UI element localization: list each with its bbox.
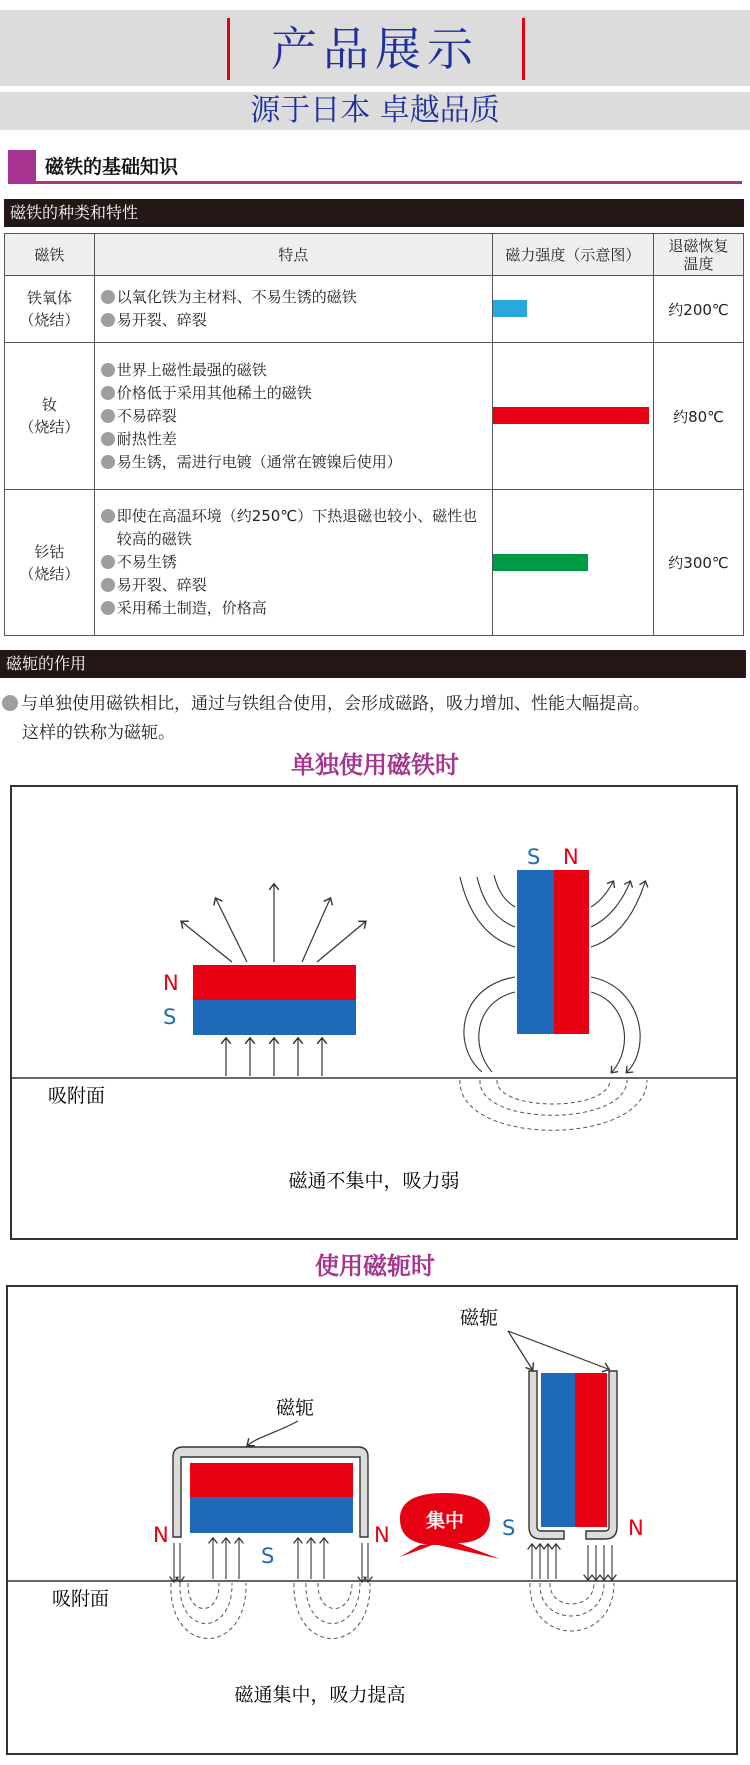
header-temp xyxy=(654,234,744,276)
diagram2-caption: 磁通集中，吸力提高 xyxy=(234,1684,406,1706)
yoke-label: 磁轭 xyxy=(460,1307,499,1329)
header-temp-text: 退磁恢复温度 xyxy=(668,236,729,273)
feature-item xyxy=(101,574,492,597)
bullet-icon xyxy=(101,578,115,592)
feature-text: 不易碎裂 xyxy=(116,406,177,425)
strength-cell xyxy=(492,343,653,490)
table-row xyxy=(5,276,744,343)
s-label: S xyxy=(261,1544,275,1568)
diagram1-caption: 磁通不集中，吸力弱 xyxy=(288,1170,460,1192)
sub-text: （烧结） xyxy=(19,418,80,436)
header-magnet: 磁铁 xyxy=(5,234,95,276)
feature-text: 以氧化铁为主材料、不易生锈的磁铁 xyxy=(116,288,357,306)
feature-text: 不易生锈 xyxy=(116,553,177,571)
intro-line-1 xyxy=(2,690,650,719)
header-feature: 特点 xyxy=(94,234,492,276)
flux-lines-dashed xyxy=(171,1583,370,1639)
diagram2-frame xyxy=(6,1285,738,1755)
feature-item xyxy=(101,551,492,574)
section-mark xyxy=(8,150,36,182)
s-label: S xyxy=(527,845,541,869)
feature-text: 采用稀土制造，价格高 xyxy=(116,599,267,617)
feature-item xyxy=(101,309,492,332)
temp-cell: 约200℃ xyxy=(654,276,744,343)
focus-bubble-tail xyxy=(400,1543,438,1557)
banner-subtitle: 源于日本 卓越品质 xyxy=(250,93,500,128)
feature-cell xyxy=(94,276,492,343)
feature-text: 易生锈，需进行电镀（通常在镀镍后使用） xyxy=(116,452,402,471)
feature-item xyxy=(101,405,492,428)
sub-text: （烧结） xyxy=(19,564,80,583)
section-title: 磁铁的基础知识 xyxy=(45,156,179,178)
flux-arrows-bottom xyxy=(226,1039,322,1076)
header-strength: 磁力强度（示意图） xyxy=(492,234,653,276)
flux-lines-dashed xyxy=(460,1080,647,1130)
name-text: 铁氧体 xyxy=(26,289,72,307)
feature-item xyxy=(101,428,492,451)
feature-cell xyxy=(94,343,492,490)
temp-cell: 约300℃ xyxy=(654,490,744,636)
feature-item xyxy=(101,382,492,405)
diagram1-frame xyxy=(10,785,738,1240)
bullet-icon xyxy=(2,695,18,711)
magnet-n-pole xyxy=(575,1373,607,1527)
bullet-icon xyxy=(101,290,115,304)
magnet-name xyxy=(5,276,95,343)
feature-text: 即使在高温环境（约250℃）下热退磁也较小、磁性也较高的磁铁 xyxy=(116,507,478,548)
feature-item xyxy=(101,505,492,551)
diagram2-title: 使用磁轭时 xyxy=(315,1252,435,1280)
n-label: N xyxy=(153,1523,169,1547)
magnet-s-pole xyxy=(190,1497,353,1533)
s-label: S xyxy=(502,1516,516,1540)
strength-cell xyxy=(492,490,653,636)
n-label: N xyxy=(374,1523,390,1547)
sub-text: （烧结） xyxy=(19,311,80,329)
feature-item xyxy=(101,451,492,474)
intro-line-2: 这样的铁称为磁轭。 xyxy=(22,723,175,743)
strength-cell xyxy=(492,276,653,343)
bullet-icon xyxy=(101,555,115,569)
bullet-icon xyxy=(101,432,115,446)
temp-cell: 约80℃ xyxy=(654,343,744,490)
magnet-s-pole xyxy=(517,870,554,1034)
magnet-n-pole xyxy=(193,965,356,1000)
feature-item xyxy=(101,359,492,382)
feature-item xyxy=(101,597,492,620)
feature-text: 易开裂、碎裂 xyxy=(116,311,207,329)
diagram2-svg xyxy=(8,1287,736,1753)
bullet-icon xyxy=(101,601,115,615)
bullet-icon xyxy=(101,363,115,377)
banner-top xyxy=(0,10,750,86)
banner-title: 产品展示 xyxy=(271,22,479,76)
magnet-table xyxy=(4,233,744,636)
magnet-s-pole xyxy=(541,1373,575,1527)
feature-cell xyxy=(94,490,492,636)
feature-text: 易开裂、碎裂 xyxy=(116,576,207,594)
intro-text xyxy=(2,690,650,748)
name-text: 钕 xyxy=(41,396,57,414)
feature-text: 价格低于采用其他稀土的磁铁 xyxy=(116,383,312,402)
name-text: 钐钴 xyxy=(34,542,65,561)
magnet-n-pole xyxy=(190,1463,353,1497)
feature-text: 耐热性差 xyxy=(116,429,177,448)
yoke-bar: 磁轭的作用 xyxy=(0,650,746,678)
strength-bar xyxy=(493,407,649,424)
surface-label: 吸附面 xyxy=(52,1588,110,1610)
magnet-s-pole xyxy=(193,1000,356,1035)
n-label: N xyxy=(628,1516,644,1540)
magnet-name xyxy=(5,343,95,490)
strength-bar xyxy=(493,300,527,317)
section-header xyxy=(8,150,742,184)
types-bar: 磁铁的种类和特性 xyxy=(4,199,744,227)
n-label: N xyxy=(163,971,179,995)
intro-line-1-text: 与单独使用磁铁相比，通过与铁组合使用，会形成磁路，吸力增加、性能大幅提高。 xyxy=(21,694,650,714)
diagram1-title: 单独使用磁铁时 xyxy=(291,751,459,779)
surface-label: 吸附面 xyxy=(48,1085,106,1107)
feature-item xyxy=(101,286,492,309)
magnet-name xyxy=(5,490,95,636)
n-label: N xyxy=(563,845,579,869)
bullet-icon xyxy=(101,409,115,423)
flux-arrows-right xyxy=(532,1545,612,1579)
yoke-label: 磁轭 xyxy=(276,1397,315,1419)
bullet-icon xyxy=(101,509,115,523)
bullet-icon xyxy=(101,313,115,327)
table-row xyxy=(5,343,744,490)
s-label: S xyxy=(163,1005,177,1029)
magnet-n-pole xyxy=(554,870,589,1034)
bullet-icon xyxy=(101,455,115,469)
feature-text: 世界上磁性最强的磁铁 xyxy=(116,360,267,379)
strength-bar xyxy=(493,554,588,571)
table-row xyxy=(5,490,744,636)
bullet-icon xyxy=(101,386,115,400)
focus-label: 集中 xyxy=(425,1510,465,1532)
diagram1-svg xyxy=(12,787,736,1238)
flux-arrows-top xyxy=(182,885,365,962)
banner-bottom xyxy=(0,92,750,130)
flux-lines-dashed xyxy=(530,1583,614,1631)
